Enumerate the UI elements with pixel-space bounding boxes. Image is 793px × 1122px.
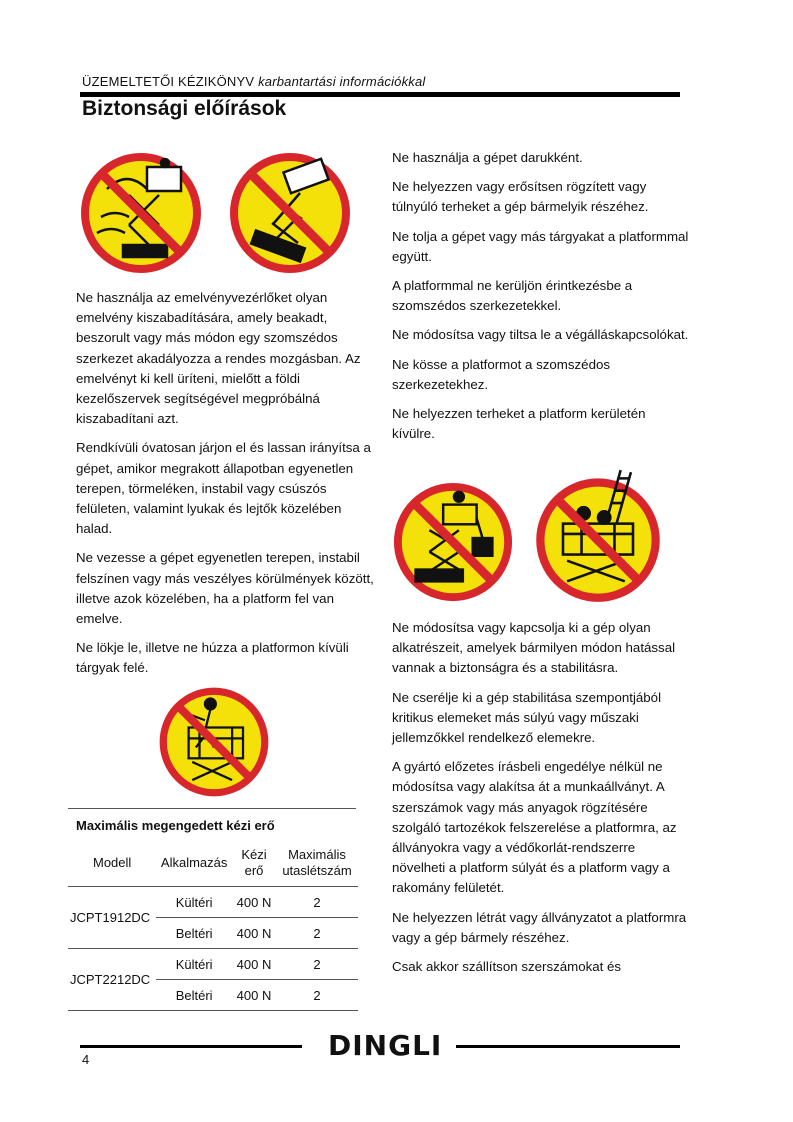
- paragraph: Ne tolja a gépet vagy más tárgyakat a platformmal együtt.: [392, 228, 689, 264]
- paragraph: Ne használja az emelvényvezérlőket olyan emelvény kiszabadítására, amely beakadt, beszorult vagy más módon egy szomszédos szerkezet akadályozza a rendes mozgásban. Az emelvényt ki kell üríteni, mielőtt a földi kezelőszervek segítségével megpróbálná kiszabadítani azt.: [76, 290, 361, 427]
- application-cell: Beltéri: [156, 918, 232, 949]
- paragraph: A gyártó előzetes írásbeli engedélye nélkül ne módosítsa vagy alakítsa át a munkaállványt. A szerszámok vagy más anyagok rögzítésére szolgáló tartozékok felszerelése a platformra, az állványokra vagy a védőkorlát-rendszerre növelheti a platform súlyát és a platform vagy a rakomány felületét.: [392, 759, 677, 896]
- section-title: Biztonsági előírások: [82, 97, 287, 120]
- force-cell: 400 N: [232, 949, 276, 980]
- manual-subtitle: karbantartási információkkal: [258, 74, 426, 89]
- footer-rule-right: [456, 1045, 680, 1048]
- paragraph: Ne módosítsa vagy kapcsolja ki a gép olyan alkatrészeit, amelyek bármilyen módon hatással vannak a biztonságra és a stabilitásra.: [392, 620, 676, 676]
- header-force: Kézi erő: [232, 840, 276, 887]
- prohibition-sign-ladder: [532, 466, 664, 606]
- paragraph: Ne lökje le, illetve ne húzza a platformon kívüli tárgyak felé.: [76, 640, 349, 676]
- right-column-top: [392, 148, 692, 453]
- prohibition-sign-hanging-load: [390, 479, 516, 605]
- table-title: Maximális megengedett kézi erő: [76, 818, 275, 833]
- footer-rule-left: [80, 1045, 302, 1048]
- paragraph: Ne vezesse a gépet egyenetlen terepen, instabil felszínen vagy más veszélyes körülmények között, illetve azok közelében, ha a platform fel van emelve.: [76, 550, 374, 627]
- application-cell: Beltéri: [156, 980, 232, 1011]
- model-cell: JCPT2212DC: [68, 949, 156, 1011]
- paragraph: Ne használja a gépet darukként.: [392, 150, 583, 165]
- table-row: [68, 887, 358, 918]
- page-number: 4: [82, 1052, 90, 1067]
- force-cell: 400 N: [232, 980, 276, 1011]
- paragraph: Ne helyezzen vagy erősítsen rögzített vagy túlnyúló terheket a gép bármelyik részéhez.: [392, 179, 649, 215]
- force-cell: 400 N: [232, 887, 276, 918]
- application-cell: Kültéri: [156, 887, 232, 918]
- header-application: Alkalmazás: [156, 840, 232, 887]
- prohibition-sign-push-pull: [156, 684, 272, 800]
- manual-force-table: [68, 840, 358, 1011]
- persons-cell: 2: [276, 949, 358, 980]
- running-header: [82, 74, 426, 89]
- right-column-bottom: [392, 618, 692, 986]
- paragraph: Rendkívüli óvatosan járjon el és lassan irányítsa a gépet, amikor megrakott állapotban egyenetlen terepen, törmeléken, instabil vagy csúszós felületen, valamint lyukak és lejtők közelében halad.: [76, 440, 371, 537]
- table-header-row: [68, 840, 358, 887]
- header-model: Modell: [68, 840, 156, 887]
- table-row: [68, 949, 358, 980]
- application-cell: Kültéri: [156, 949, 232, 980]
- manual-title: ÜZEMELTETŐI KÉZIKÖNYV: [82, 74, 255, 89]
- persons-cell: 2: [276, 887, 358, 918]
- table-top-rule: [68, 808, 356, 809]
- prohibition-sign-stuck-platform: [77, 149, 205, 277]
- paragraph: A platformmal ne kerüljön érintkezésbe a szomszédos szerkezetekkel.: [392, 278, 633, 314]
- paragraph: Ne helyezzen terheket a platform kerületén kívülre.: [392, 406, 646, 442]
- prohibition-sign-tipping: [226, 149, 354, 277]
- paragraph: Ne módosítsa vagy tiltsa le a végálláskapcsolókat.: [392, 327, 689, 343]
- persons-cell: 2: [276, 918, 358, 949]
- force-cell: 400 N: [232, 918, 276, 949]
- paragraph: Csak akkor szállítson szerszámokat és: [392, 959, 622, 975]
- paragraph: Ne cserélje ki a gép stabilitása szempontjából kritikus elemeket más súlyú vagy műszaki jellemzőkkel rendelkező elemekre.: [392, 689, 662, 746]
- paragraph: Ne helyezzen létrát vagy állványzatot a platformra vagy a gép bármely részéhez.: [392, 909, 687, 945]
- paragraph: Ne kösse a platformot a szomszédos szerkezetekhez.: [392, 356, 611, 392]
- brand-logo: DINGLI: [328, 1029, 443, 1062]
- persons-cell: 2: [276, 980, 358, 1011]
- left-column: [76, 288, 376, 688]
- model-cell: JCPT1912DC: [68, 887, 156, 949]
- header-persons: Maximális utaslétszám: [276, 840, 358, 887]
